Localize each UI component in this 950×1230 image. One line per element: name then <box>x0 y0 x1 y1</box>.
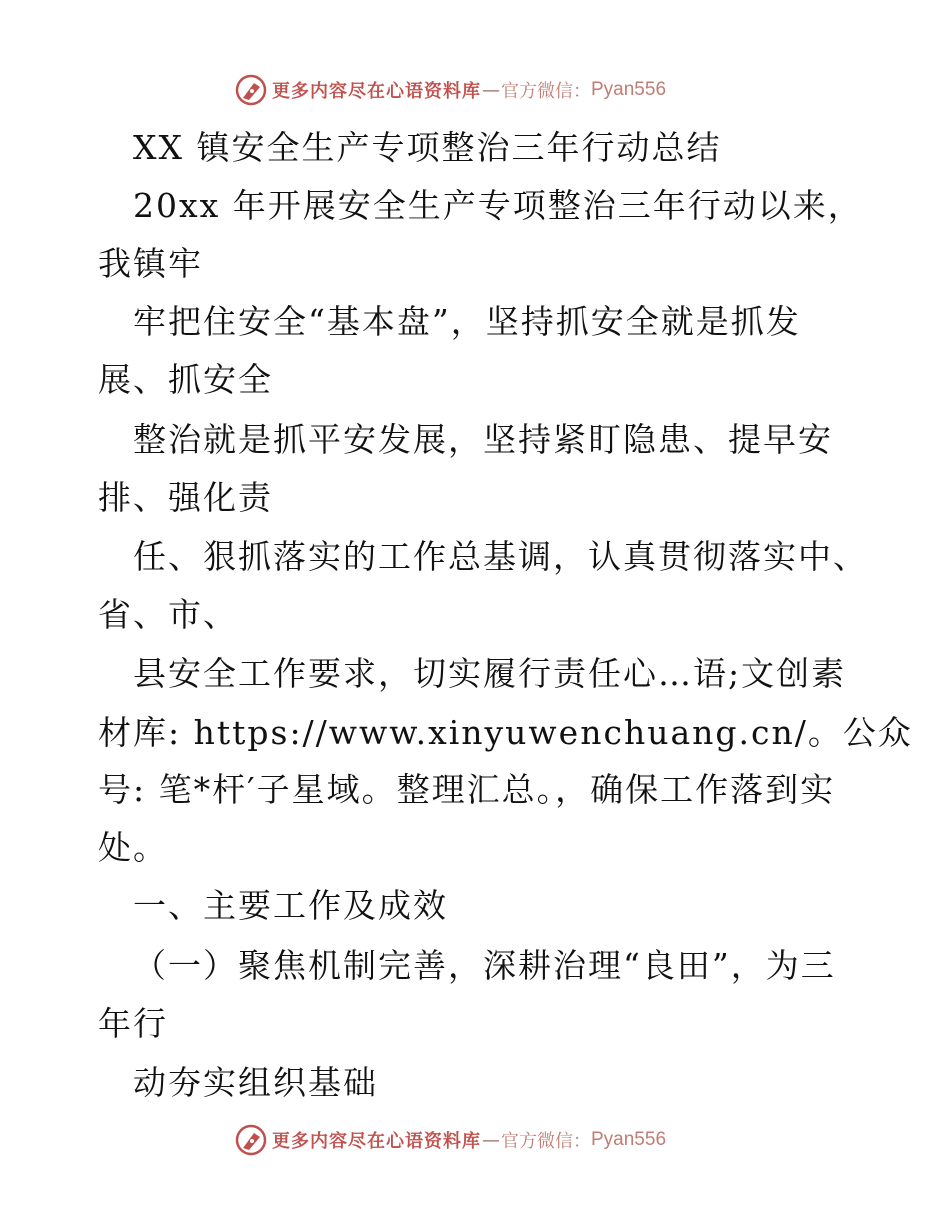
paragraph-line: 整治就是抓平安发展，坚持紧盯隐患、提早安 <box>133 420 833 459</box>
subsection-heading: （一）聚焦机制完善，深耕治理“良田”，为三 <box>133 946 836 985</box>
paragraph-line: 任、狠抓落实的工作总基调，认真贯彻落实中、 <box>133 537 868 576</box>
paragraph-line: 我镇牢 <box>98 244 203 283</box>
paragraph-line: 牢把住安全“基本盘”，坚持抓安全就是抓发 <box>133 302 801 341</box>
paragraph-line: 排、强化责 <box>98 478 273 517</box>
paragraph-line: 动夯实组织基础 <box>133 1063 378 1102</box>
paragraph-line: 号: 笔*杆′子星域。整理汇总。，确保工作落到实 <box>98 770 836 809</box>
paragraph-line: 展、抓安全 <box>98 360 273 399</box>
paragraph-line: 省、市、 <box>98 595 238 634</box>
paragraph-line: 年行 <box>98 1004 168 1043</box>
paragraph-line: 20xx 年开展安全生产专项整治三年行动以来， <box>133 186 863 225</box>
banner-separator: — <box>482 1129 500 1151</box>
footer-banner <box>234 1120 666 1160</box>
section-heading: 一、主要工作及成效 <box>133 886 448 925</box>
paragraph-line: 县安全工作要求，切实履行责任心…语;文创素 <box>133 654 847 693</box>
banner-official-label: 官方微信： <box>501 1131 591 1152</box>
banner-wechat-id: Pyan556 <box>591 1129 667 1150</box>
banner-brand-text: 更多内容尽在心语资料库 <box>272 81 481 102</box>
banner-official-label: 官方微信： <box>501 81 591 102</box>
pen-nib-logo-icon <box>234 73 268 107</box>
paragraph-line: 材库: https://www.xinyuwenchuang.cn/。公众 <box>98 713 913 752</box>
banner-wechat-id: Pyan556 <box>591 79 667 100</box>
header-banner <box>234 70 666 110</box>
document-title: XX 镇安全生产专项整治三年行动总结 <box>133 128 722 167</box>
pen-nib-logo-icon <box>234 1123 268 1157</box>
paragraph-line: 处。 <box>98 828 168 867</box>
banner-separator: — <box>482 79 500 101</box>
banner-brand-text: 更多内容尽在心语资料库 <box>272 1131 481 1152</box>
